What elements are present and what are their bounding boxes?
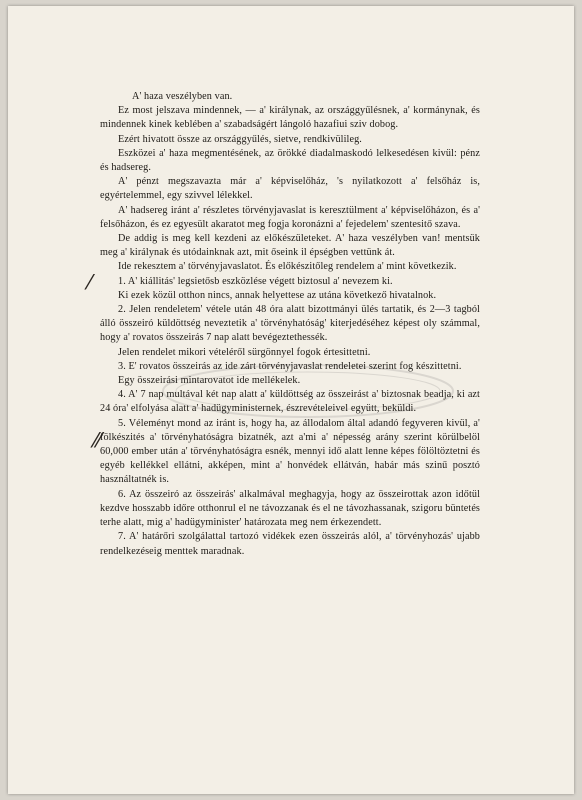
paragraph: 4. A' 7 nap multával két nap alatt a' küldöttség az összeirást a' biztosnak beadja, ki azt 24 óra' elfolyása alatt a' hadügyministernek, észrevételeivel együtt, beküldi. [100,389,480,415]
document-text [100,90,480,559]
paragraph: Ezért hivatott össze az országgyűlés, sietve, rendkivülileg. [118,133,362,145]
margin-slash-mark: ⁄ [88,270,92,294]
document-page [8,6,574,794]
paragraph: Egy összeirási mintarovatot ide mellékelek. [118,375,301,387]
paragraph: A' pénzt megszavazta már a' képviselőház, 's nyilatkozott a' felsőház is, egyértelemmel, egy szivvel lélekkel. [100,176,480,202]
paragraph: Ide rekesztem a' törvényjavaslatot. És előkészitőleg rendelem a' mint következik. [118,261,457,273]
paragraph: 3. E' rovatos összeirás az ide zárt törvényjavaslat rendeletei szerint fog készittetni. [118,360,462,372]
paragraph: Jelen rendelet mikori vételéről sürgönnyel fogok értesittetni. [118,346,371,358]
paragraph: 6. Az összeiró az összeirás' alkalmával meghagyja, hogy az összeirottak azon időtül kezdve hosszabb időre otthonrul el ne távozzanak és el ne távozhassanak, szigoru büntetés terhe alatt, mig a' hadügyminister' határozata meg nem érkezendett. [100,488,480,529]
paragraph: 2. Jelen rendeletem' vétele után 48 óra alatt bizottmányi ülés tartatik, és 2—3 tagból álló összeiró küldöttség neveztetik a' törvényhatóság' kiterjedéséhez képest oly számmal, hogy a' rovatos összeirás 7 nap alatt bevégeztethessék. [100,304,480,344]
paragraph: Ki ezek közül otthon nincs, annak helyettese az utána következő hivatalnok. [118,289,437,301]
paragraph: 1. A' kiállitás' legsietősb eszközlése végett biztosul a' nevezem ki. [118,275,393,287]
margin-cross-mark: ⁄⁄ [94,428,101,452]
paragraph: A' hadsereg iránt a' részletes törvényjavaslat is keresztülment a' képviselőházon, és a' felsőházon, és ez egyesült akaratot meg fogja koronázni a' fejedelem' szentesitő szava. [100,204,480,230]
paragraph: Ez most jelszava mindennek, — a' királynak, az országgyűlésnek, a' kormánynak, és mindennek kinek keblében a' szabadságért lángoló hazafiui sziv dobog. [100,105,480,131]
paragraph: 7. A' határőri szolgálattal tartozó vidékek ezen összeirás alól, a' törvényhozás' ujabb rendelkezéseig menttek maradnak. [100,531,480,557]
paragraph: 5. Véleményt mond az iránt is, hogy ha, az állodalom által adandó fegyveren kivül, a' fölkészités a' törvényhatóságra bizatnék, azt a'mi a' népesség arány szerint körülbelöl 60,000 ember után a' törvényhatóságra esnék, mennyi idő alatt lenne képes fölöltöztetni és egyéb kellékkel ellátni, akképen, mint a' honvédek ellátván, habár más szinű posztó használtatnék is. [100,417,480,486]
paragraph: De addig is meg kell kezdeni az előkészületeket. A' haza veszélyben van! mentsük meg a' királynak és utódainknak azt, mit őseink il épségben vettünk át. [100,233,480,259]
paragraph: A' haza veszélyben van. [132,91,233,102]
paragraph: Eszközei a' haza megmentésének, az örökké diadalmaskodó lelkesedésen kivül: pénz és hadsereg. [100,147,480,174]
